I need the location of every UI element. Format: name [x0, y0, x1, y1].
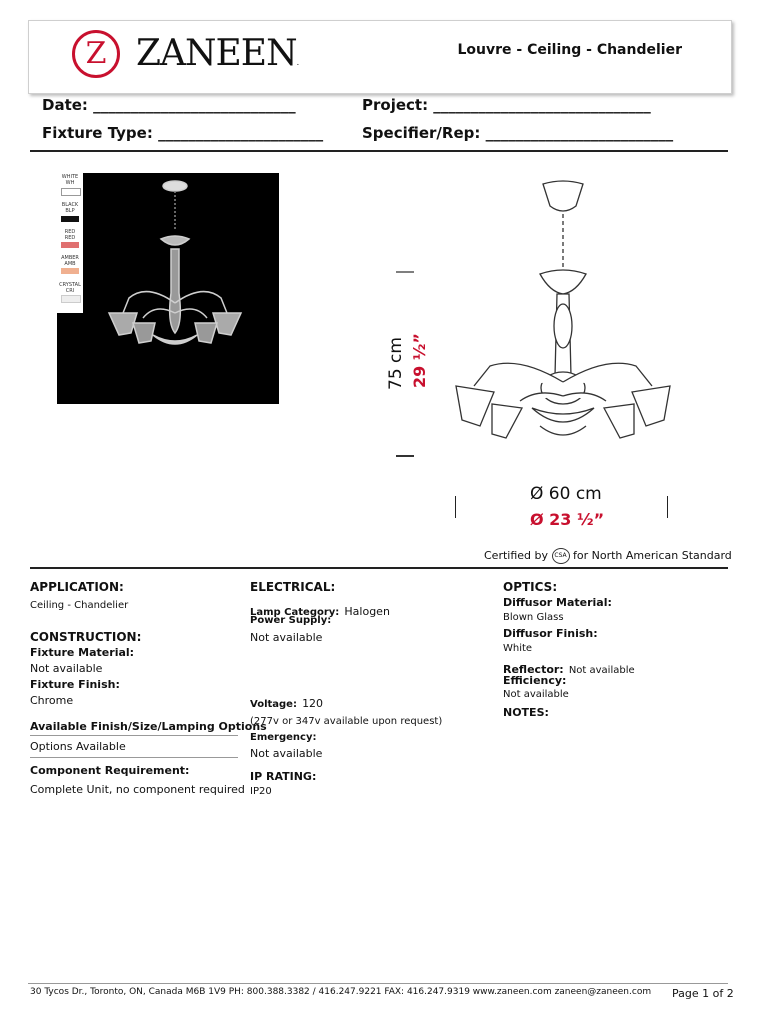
logo-reg: . [296, 58, 299, 67]
options-label: Available Finish/Size/Lamping Options [30, 720, 267, 733]
fixture-finish-value: Chrome [30, 694, 74, 707]
fixture-finish-label: Fixture Finish: [30, 678, 120, 691]
swatch-black-code: BLP [65, 208, 75, 214]
project-field: Project: _____________________________ [362, 96, 651, 114]
height-in: 29 ½” [410, 333, 429, 388]
finish-swatches [57, 173, 83, 313]
certified-prefix: Certified by [484, 549, 549, 562]
emergency-value: Not available [250, 747, 323, 760]
logo-wordmark [136, 34, 298, 83]
fixture-material-label: Fixture Material: [30, 646, 135, 659]
chandelier-line-drawing [380, 176, 710, 466]
application-heading: APPLICATION: [30, 580, 124, 594]
swatch-red [61, 242, 79, 248]
electrical-heading: ELECTRICAL: [250, 580, 336, 594]
diffusor-material-label: Diffusor Material: [503, 596, 612, 609]
swatch-red-code: RED [64, 235, 76, 241]
component-value: Complete Unit, no component required [30, 783, 245, 796]
fixture-material-value: Not available [30, 662, 103, 675]
diameter-in: Ø 23 ½” [530, 510, 605, 529]
efficiency-value: Not available [503, 689, 569, 700]
voltage-row [250, 692, 323, 711]
swatch-white-label: WHITE [61, 174, 79, 180]
divider-mid [30, 567, 728, 569]
ip-rating-value: IP20 [250, 786, 272, 797]
fixture-type-field: Fixture Type: ______________________ [42, 124, 324, 142]
optics-heading: OPTICS: [503, 580, 558, 594]
certified-suffix: for North American Standard [573, 549, 732, 562]
construction-heading: CONSTRUCTION: [30, 630, 142, 644]
swatch-white [61, 188, 81, 196]
power-supply-label: Power Supply: [250, 615, 332, 626]
logo-text: ZANEEN [136, 33, 297, 74]
swatch-amber-code: AMB [64, 261, 76, 267]
diffusor-material-value: Blown Glass [503, 612, 564, 623]
voltage-label: Voltage: [250, 699, 297, 710]
swatch-amber [61, 268, 79, 274]
component-label: Component Requirement: [30, 764, 190, 777]
diffusor-finish-label: Diffusor Finish: [503, 627, 598, 640]
dim-tick-left [455, 496, 456, 518]
divider-top [30, 150, 728, 152]
specifier-field: Specifier/Rep: _________________________ [362, 124, 674, 142]
footer-address: 30 Tycos Dr., Toronto, ON, Canada M6B 1V9 PH: 800.388.3382 / 416.247.9221 FAX: 416.247.9319 www.zaneen.com zaneen@zaneen.com [30, 987, 652, 997]
product-title: Louvre - Ceiling - Chandelier [457, 42, 682, 58]
swatch-amber-label: AMBER [61, 255, 79, 261]
diffusor-finish-value: White [503, 643, 533, 654]
swatch-red-label: RED [64, 229, 76, 235]
csa-icon: CSA [552, 548, 570, 564]
notes-label: NOTES: [503, 706, 549, 719]
voltage-value: 120 [302, 697, 324, 710]
ip-rating-label: IP RATING: [250, 770, 317, 783]
certification-line [484, 548, 732, 564]
chandelier-photo-image [57, 173, 279, 404]
swatch-crystal-code: CRI [65, 288, 75, 294]
reflector-value: Not available [568, 665, 635, 676]
swatch-black-label: BLACK [61, 202, 79, 208]
options-value: Options Available [30, 740, 126, 753]
logo-letter: Z [85, 36, 107, 71]
options-rule [30, 735, 238, 736]
height-cm: 75 cm [386, 337, 406, 390]
reflector-label: Reflector: [503, 663, 564, 676]
footer-divider [28, 983, 728, 984]
dim-tick-right [667, 496, 668, 518]
voltage-note: (277v or 347v available upon request) [250, 716, 443, 727]
swatch-black [61, 216, 79, 222]
efficiency-label: Efficiency: [503, 674, 567, 687]
power-supply-value: Not available [250, 631, 323, 644]
emergency-label: Emergency: [250, 732, 317, 743]
swatch-crystal-label: CRYSTAL [59, 282, 81, 288]
lamp-category-value: Halogen [344, 605, 390, 618]
diameter-cm: Ø 60 cm [530, 484, 602, 504]
date-field: Date: ___________________________ [42, 96, 296, 114]
swatch-white-code: WH [65, 180, 75, 186]
product-photo [57, 173, 279, 404]
page-number: Page 1 of 2 [672, 987, 734, 1000]
lamp-category-label: Lamp Category: [250, 607, 340, 618]
application-value: Ceiling - Chandelier [30, 600, 129, 611]
options-rule-bottom [30, 757, 238, 758]
swatch-crystal [61, 295, 81, 303]
